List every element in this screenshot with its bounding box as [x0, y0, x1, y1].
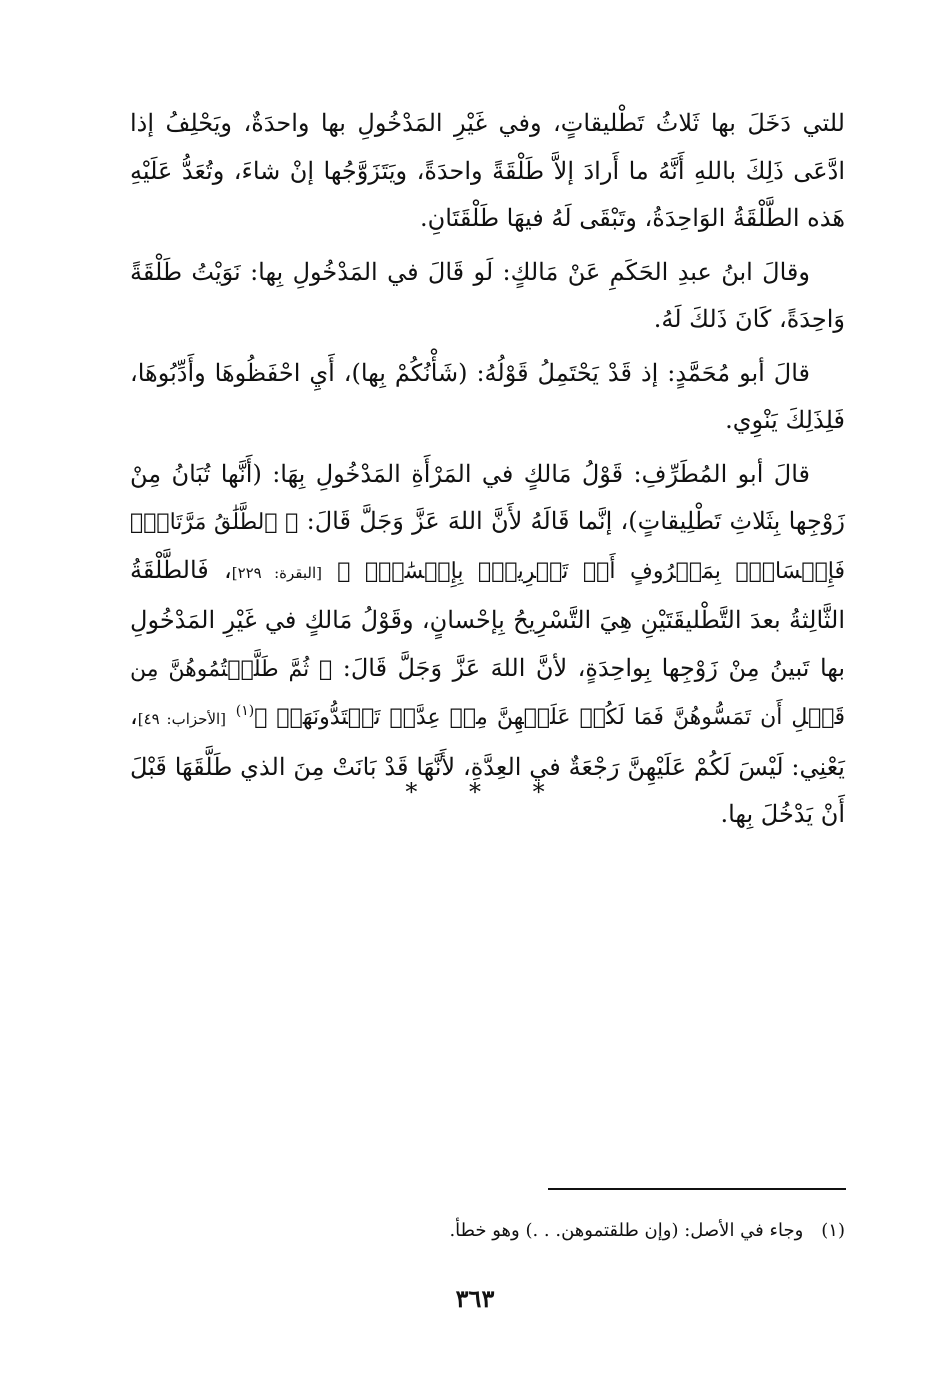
main-text — [130, 100, 845, 839]
footnote — [130, 1216, 845, 1246]
page-number: ٣٦٣ — [455, 1284, 495, 1313]
quran-verse-baqarah: ﴿ ٱلطَّلَٰقُ مَرَّتَانِۖ فَإِمۡسَاكُۢ بِمَعۡرُوفٍ أَوۡ تَسۡرِيحُۢ بِإِحۡسَٰنٖۗ ﴾ — [130, 510, 846, 584]
citation-baqarah: [البقرة: ٢٢٩] — [231, 563, 322, 582]
footnote-divider — [548, 1188, 846, 1190]
paragraph-4-part-2: ، فَالطَّلْقَةُ الثَّالِثةُ بعدَ التَّطْليقَتَيْنِ هِيَ التَّسْرِيحُ بِإحْسانٍ، وقَوْلُ مَالكٍ في غَيْرِ المَدْخُولِ بها تَبينُ مِنْ زَوْجِها بِواحِدَةٍ، لأنَّ اللهَ عَزَّ وَجَلَّ قَالَ: — [130, 555, 845, 682]
paragraph-2: وقالَ ابنُ عبدِ الحَكَمِ عَنْ مَالكٍ: لَو قَالَ في المَدْخُولِ بِها: نَوَيْتُ طَلْقَةً وَاحِدَةً، كَانَ ذَلكَ لَهُ. — [130, 257, 845, 333]
citation-ahzab: [الأحزاب: ٤٩] — [137, 710, 227, 728]
paragraph-1: للتي دَخَلَ بها ثَلاثُ تَطْليقاتٍ، وفي غَيْرِ المَدْخُولِ بها واحدَةٌ، ويَحْلِفُ إذا ادَّعَى ذَلِكَ باللهِ أَنَّهُ ما أَرادَ إلاَّ طَلْقَةً واحدَةً، ويَتَزَوَّجُها إنْ شاءَ، وتُعَدُّ عَلَيْهِ هَذه الطَّلْقَةُ الوَاحِدَةُ، وتَبْقَى لَهُ فيهَا طَلْقَتَانِ. — [130, 109, 845, 232]
paragraph-4-part-1: قالَ أبو المُطَرِّفِ: قَوْلُ مَالكٍ في المَرْأَةِ المَدْخُولِ بِهَا: (أَنَّها تُبَانُ مِنْ زَوْجِها بِثَلاثِ تَطْلِيقاتٍ)، إنَّما قَالَهُ لأَنَّ اللهَ عَزَّ وَجَلَّ قَالَ: — [130, 459, 845, 535]
footnote-reference: (١) — [235, 703, 255, 719]
footnote-text: وجاء في الأصل: (وإن طلقتموهن. . .) وهو خطأ. — [449, 1220, 804, 1241]
paragraph-4-part-3: ، يَعْنِي: لَيْسَ لَكُمْ عَلَيْهِنَّ رَجْعَةٌ في العِدَّةِ، لأَنَّهَا قَدْ بَانَتْ مِنَ الذي طَلَّقَهَا قَبْلَ أَنْ يَدْخُلَ بِها. — [130, 702, 845, 828]
paragraph-3: قالَ أبو مُحَمَّدٍ: إذ قَدْ يَحْتَمِلُ قَوْلُهُ: (شَأْنُكُمْ بِها)، أَيِ احْفَظُوهَا وأَدِّبُوهَا، فَلِذَلِكَ يَنْوِي. — [130, 358, 845, 434]
quran-verse-ahzab: ﴿ ثُمَّ طَلَّقۡتُمُوهُنَّ مِن قَبۡلِ أَن تَمَسُّوهُنَّ فَمَا لَكُمۡ عَلَيۡهِنَّ مِنۡ عِدَّةٖ تَعۡتَدُّونَهَاۖ ﴾ — [130, 656, 846, 730]
footnote-number: (١) — [821, 1220, 845, 1241]
section-separator: * * * — [405, 778, 567, 806]
